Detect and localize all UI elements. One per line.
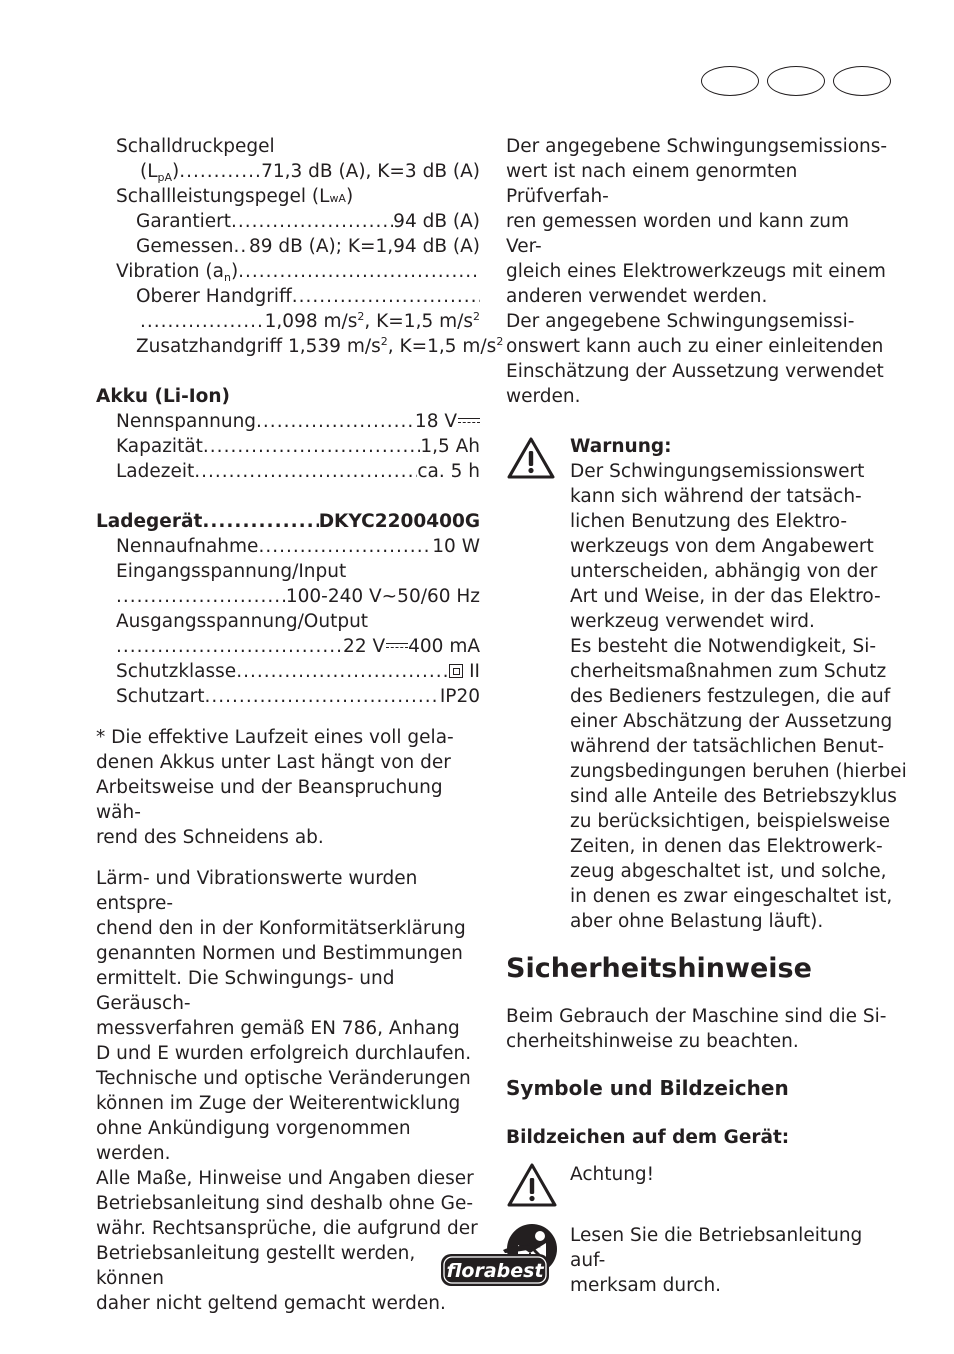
symbols-title: Symbole und Bildzeichen	[506, 1076, 789, 1100]
oberer-handgriff-value-row: ..... 1,098 $m/s^2$, K=1,5 $m/s^2$	[96, 309, 480, 334]
kapazitaet-row: Kapazität ..... 1,5 Ah	[96, 434, 480, 459]
oberer-handgriff-row: Oberer Handgriff .....	[96, 284, 480, 309]
schutzart-row: Schutzart ..... IP20	[96, 684, 480, 709]
florabest-logo	[439, 1244, 551, 1290]
eingang-value-row: ..... 100-240 V~50/60 Hz	[96, 584, 480, 609]
symbol-read-manual	[506, 1223, 890, 1298]
language-oval-2	[767, 66, 825, 96]
warning-block	[506, 434, 907, 934]
read-manual-text: Lesen Sie die Betriebsanleitung auf- merksam durch.	[570, 1225, 863, 1296]
schallleistung-label: Schallleistungspegel (L wA )	[116, 186, 354, 207]
warning-triangle-icon	[506, 1162, 570, 1215]
warning-text: Der Schwingungsemissionswert kann sich während der tatsäch- lichen Benutzung des Elektro- werkzeugs von dem Angabewert unterscheiden, abhängig von der Art und Weise, in der das Elektro- werkzeug verwendet wird. Es besteht die Notwendigkeit, Si- cherheitsmaßnahmen zum Schutz des Bedieners festzulegen, die auf einer Abschätzung der Aussetzung während der tatsächlichen Benut- zungsbedingungen beruhen (hierbei sind alle Anteile des Betriebszyklus zu berücksichtigen, beispielsweise Zeiten, in denen das Elektrowerk- zeug abgeschaltet ist, und solche, in denen es zwar eingeschaltet ist, aber ohne Belastung läuft).	[570, 461, 907, 932]
header-ovals	[701, 66, 891, 98]
noise-paragraph: Lärm- und Vibrationswerte wurden entspre- chend den in der Konformitätserklärung genannten Normen und Bestimmungen ermittelt. Die Schwingungs- und Geräusch- messverfahren gemäß EN 786, Anhang D und E wurden erfolgreich durchlaufen. Technische und optische Veränderungen können im Zuge der Weiterentwicklung ohne Ankündigung vorgenommen werden. Alle Maße, Hinweise und Angaben dieser Betriebsanleitung sind deshalb ohne Ge- währ. Rechtsansprüche, die aufgrund der Betriebsanleitung gestellt werden, können daher nicht geltend gemacht werden.	[96, 868, 478, 1314]
ausgang-label: Ausgangsspannung/Output	[116, 611, 369, 632]
svg-text:florabest: florabest	[446, 1260, 544, 1282]
vibration-row: Vibration $(a_n)$ .....	[96, 259, 480, 284]
device-symbols-title: Bildzeichen auf dem Gerät:	[506, 1127, 790, 1148]
safety-title: Sicherheitshinweise	[506, 953, 812, 984]
warning-triangle-icon	[506, 434, 570, 934]
gemessen-row: Gemessen ..... 89 dB (A); K=1,94 dB (A)	[96, 234, 480, 259]
nennspannung-row: Nennspannung ..... 18 V	[96, 409, 480, 434]
language-oval-1	[701, 66, 759, 96]
dc-symbol-icon	[458, 416, 480, 426]
footnote: * Die effektive Laufzeit eines voll gela- denen Akkus unter Last hängt von der Arbeitsweise und der Beanspruchung wäh- rend des Schneidens ab.	[96, 727, 454, 848]
right-column	[506, 134, 907, 1298]
dc-symbol-icon	[386, 641, 408, 651]
garantiert-row: Garantiert ..... 94 dB (A)	[96, 209, 480, 234]
safety-paragraph: Beim Gebrauch der Maschine sind die Si- cherheitshinweise zu beachten.	[506, 1006, 887, 1052]
schutzklasse-row: Schutzklasse ..... II	[96, 659, 480, 684]
achtung-text: Achtung!	[570, 1164, 655, 1185]
ladegeraet-row: Ladegerät ..... DKYC2200400G	[96, 509, 480, 534]
vibration-intro-paragraph: Der angegebene Schwingungsemissions- wert ist nach einem genormten Prüfverfah- ren gemessen worden und kann zum Ver- gleich eines Elektrowerkzeugs mit einem anderen verwendet werden. Der angegebene Schwingungsemissi- onswert kann auch zu einer einleitenden Einschätzung der Aussetzung verwendet werden.	[506, 136, 888, 407]
language-oval-3	[833, 66, 891, 96]
akku-heading: Akku (Li-Ion)	[96, 386, 231, 407]
nennaufnahme-row: Nennaufnahme ..... 10 W	[96, 534, 480, 559]
eingang-label: Eingangsspannung/Input	[116, 561, 347, 582]
protection-class-ii-icon	[449, 664, 463, 678]
warning-title: Warnung:	[570, 436, 672, 457]
zusatzhandgriff-row: Zusatzhandgriff 1,539 $m/s^2$, K=1,5 $m/s^2$	[136, 335, 504, 357]
ausgang-value-row: ..... 22 V 400 mA	[96, 634, 480, 659]
symbol-achtung	[506, 1162, 890, 1215]
schalldruckpegel-label: Schalldruckpegel	[116, 136, 275, 157]
ladezeit-row: Ladezeit ..... ca. 5 h	[96, 459, 480, 484]
lpa-row: $(L_{pA})$ ..... 71,3 dB (A), K=3 dB (A)	[96, 159, 480, 184]
